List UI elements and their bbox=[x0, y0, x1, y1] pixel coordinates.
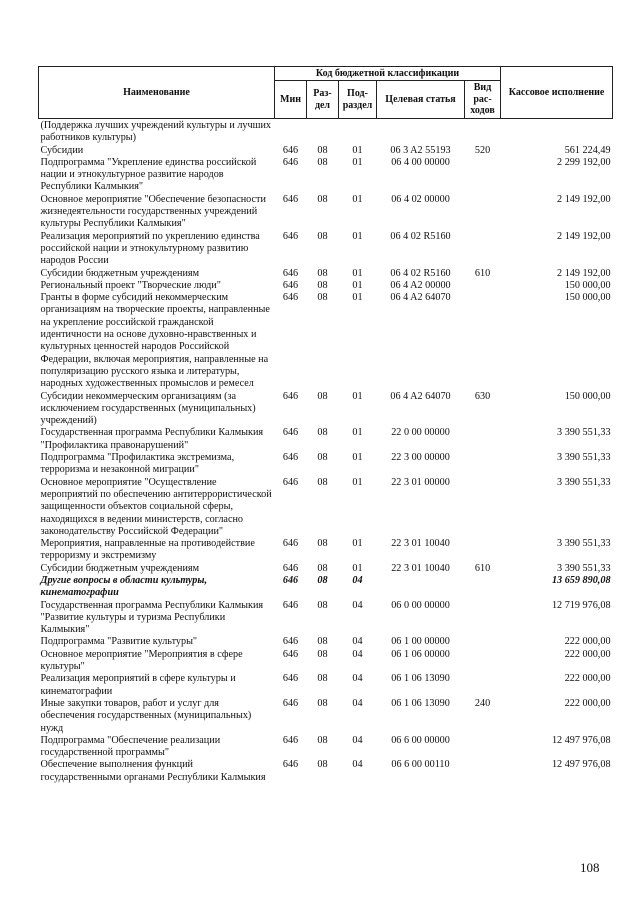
cell-podrazdel: 01 bbox=[352, 538, 363, 550]
cell-name: Обеспечение выполнения функций государственными органами Республики Калмыкия bbox=[40, 759, 266, 783]
cell-kassa: 2 149 192,00 bbox=[557, 193, 611, 205]
cell-min: 646 bbox=[282, 673, 299, 685]
cell-min: 646 bbox=[282, 390, 299, 402]
header-name: Наименование bbox=[39, 67, 275, 119]
cell-vid bbox=[465, 452, 501, 477]
cell-celevaya: 22 3 01 10040 bbox=[391, 538, 450, 550]
cell-celevaya bbox=[377, 575, 465, 600]
cell-podrazdel: 01 bbox=[352, 279, 363, 291]
cell-celevaya: 06 6 00 00110 bbox=[391, 759, 450, 771]
cell-podrazdel bbox=[339, 119, 377, 145]
cell-kassa: 222 000,00 bbox=[564, 697, 611, 709]
cell-min: 646 bbox=[282, 599, 299, 611]
cell-name: Реализация мероприятий в сфере культуры и кинематографии bbox=[40, 673, 236, 697]
cell-razdel: 08 bbox=[317, 759, 328, 771]
cell-vid: 630 bbox=[474, 390, 491, 402]
cell-min: 646 bbox=[282, 562, 299, 574]
cell-celevaya: 06 4 02 R5160 bbox=[390, 230, 451, 242]
cell-name: Основное мероприятие "Мероприятия в сфере культуры" bbox=[40, 648, 243, 673]
cell-vid bbox=[465, 649, 501, 674]
cell-razdel: 08 bbox=[317, 156, 328, 168]
cell-celevaya bbox=[377, 119, 465, 145]
cell-podrazdel: 01 bbox=[352, 427, 363, 439]
cell-vid bbox=[465, 600, 501, 637]
table-row bbox=[39, 636, 613, 648]
table-row bbox=[39, 292, 613, 390]
cell-min: 646 bbox=[282, 230, 299, 242]
cell-vid bbox=[465, 735, 501, 760]
cell-name: Основное мероприятие "Осуществление мероприятий по обеспечению антитеррористической защищенности объектов социальной сферы, находящихся в ведении министерств, согласно законодательству Российской Федерации" bbox=[40, 476, 272, 537]
cell-podrazdel: 04 bbox=[352, 759, 363, 771]
header-vid: Вид рас-ходов bbox=[465, 81, 501, 119]
table-row bbox=[39, 600, 613, 637]
cell-min: 646 bbox=[282, 427, 299, 439]
cell-razdel: 08 bbox=[317, 697, 328, 709]
cell-razdel: 08 bbox=[317, 673, 328, 685]
cell-razdel: 08 bbox=[317, 476, 328, 488]
cell-razdel: 08 bbox=[317, 230, 328, 242]
cell-razdel: 08 bbox=[317, 636, 328, 648]
cell-celevaya: 06 6 00 00000 bbox=[391, 734, 450, 746]
cell-podrazdel: 01 bbox=[352, 230, 363, 242]
cell-min: 646 bbox=[282, 452, 299, 464]
cell-min: 646 bbox=[282, 267, 299, 279]
cell-vid: 240 bbox=[474, 697, 491, 709]
cell-name: Государственная программа Республики Калмыкия "Профилактика правонарушений" bbox=[40, 427, 264, 451]
cell-name: Субсидии некоммерческим организациям (за исключением государственных (муниципальных) учреждений) bbox=[40, 390, 256, 427]
cell-kassa: 2 149 192,00 bbox=[557, 267, 611, 279]
table-row bbox=[39, 759, 613, 784]
table-row bbox=[39, 575, 613, 600]
table-row bbox=[39, 649, 613, 674]
cell-min: 646 bbox=[282, 144, 299, 156]
cell-razdel: 08 bbox=[317, 648, 328, 660]
table-row bbox=[39, 145, 613, 157]
cell-min: 646 bbox=[282, 156, 299, 168]
cell-kassa: 3 390 551,33 bbox=[557, 538, 611, 550]
cell-name: Основное мероприятие "Обеспечение безопасности жизнедеятельности государственных учреждений культуры Республики Калмыкия" bbox=[40, 193, 266, 230]
cell-name: Субсидии bbox=[40, 144, 84, 156]
cell-celevaya: 06 1 06 00000 bbox=[391, 648, 450, 660]
table-row bbox=[39, 427, 613, 452]
cell-celevaya: 06 4 02 00000 bbox=[391, 193, 450, 205]
cell-celevaya: 06 4 A2 64070 bbox=[390, 390, 451, 402]
page-number: 108 bbox=[580, 860, 600, 875]
cell-kassa: 3 390 551,33 bbox=[557, 452, 611, 464]
table-row bbox=[39, 673, 613, 698]
cell-name: Субсидии бюджетным учреждениям bbox=[40, 562, 200, 574]
cell-vid bbox=[465, 636, 501, 648]
cell-min bbox=[275, 119, 307, 145]
table-body bbox=[39, 119, 613, 785]
cell-vid: 610 bbox=[474, 562, 491, 574]
cell-min: 646 bbox=[282, 574, 299, 586]
table-row bbox=[39, 157, 613, 194]
cell-kassa: 13 659 890,08 bbox=[551, 574, 611, 586]
cell-vid bbox=[465, 280, 501, 292]
cell-podrazdel: 01 bbox=[352, 267, 363, 279]
cell-razdel: 08 bbox=[317, 144, 328, 156]
cell-podrazdel: 04 bbox=[352, 599, 363, 611]
cell-celevaya: 22 3 00 00000 bbox=[391, 452, 450, 464]
cell-vid bbox=[465, 119, 501, 145]
table-row bbox=[39, 477, 613, 538]
header-razdel: Раз-дел bbox=[307, 81, 339, 119]
cell-kassa: 3 390 551,33 bbox=[557, 562, 611, 574]
cell-podrazdel: 01 bbox=[352, 144, 363, 156]
cell-min: 646 bbox=[282, 538, 299, 550]
cell-kassa bbox=[501, 119, 613, 145]
cell-min: 646 bbox=[282, 734, 299, 746]
cell-podrazdel: 04 bbox=[352, 734, 363, 746]
cell-name: Региональный проект "Творческие люди" bbox=[40, 279, 221, 291]
cell-razdel: 08 bbox=[317, 562, 328, 574]
cell-celevaya: 06 3 A2 55193 bbox=[390, 144, 451, 156]
cell-kassa: 3 390 551,33 bbox=[557, 476, 611, 488]
table-header bbox=[39, 67, 613, 119]
cell-podrazdel: 04 bbox=[352, 697, 363, 709]
table-row bbox=[39, 698, 613, 735]
cell-min: 646 bbox=[282, 636, 299, 648]
cell-razdel: 08 bbox=[317, 538, 328, 550]
cell-vid bbox=[465, 759, 501, 784]
table-row bbox=[39, 268, 613, 280]
table-row bbox=[39, 231, 613, 268]
header-min: Мин bbox=[275, 81, 307, 119]
cell-razdel: 08 bbox=[317, 452, 328, 464]
cell-kassa: 12 497 976,08 bbox=[551, 759, 611, 771]
cell-min: 646 bbox=[282, 279, 299, 291]
cell-name: Иные закупки товаров, работ и услуг для обеспечения государственных (муниципальных) нужд bbox=[40, 697, 252, 734]
cell-name: Мероприятия, направленные на противодействие терроризму и экстремизму bbox=[40, 538, 255, 562]
cell-kassa: 222 000,00 bbox=[564, 648, 611, 660]
cell-podrazdel: 01 bbox=[352, 562, 363, 574]
cell-min: 646 bbox=[282, 292, 299, 304]
budget-table bbox=[38, 66, 613, 784]
cell-podrazdel: 04 bbox=[352, 648, 363, 660]
header-kassa: Кассовое исполнение bbox=[501, 67, 613, 119]
cell-vid bbox=[465, 575, 501, 600]
cell-name: Подпрограмма "Развитие культуры" bbox=[40, 636, 198, 648]
cell-podrazdel: 01 bbox=[352, 452, 363, 464]
cell-celevaya: 06 4 A2 00000 bbox=[390, 279, 451, 291]
cell-min: 646 bbox=[282, 476, 299, 488]
cell-podrazdel: 01 bbox=[352, 390, 363, 402]
cell-celevaya: 06 4 00 00000 bbox=[391, 156, 450, 168]
cell-min: 646 bbox=[282, 697, 299, 709]
cell-kassa: 3 390 551,33 bbox=[557, 427, 611, 439]
cell-vid bbox=[465, 157, 501, 194]
cell-kassa: 222 000,00 bbox=[564, 636, 611, 648]
cell-vid bbox=[465, 538, 501, 563]
cell-kassa: 2 299 192,00 bbox=[557, 156, 611, 168]
cell-name: Гранты в форме субсидий некоммерческим организациям на творческие проекты, направленные на укрепление российской гражданской идентичности на основе духовно-нравственных и культурных ценностей народов Российской Федерации, включая мероприятия, направленные на популяризацию русского языка и литературы, народных художественных промыслов и ремесел bbox=[40, 292, 270, 390]
header-podrazdel: Под-раздел bbox=[339, 81, 377, 119]
cell-min: 646 bbox=[282, 648, 299, 660]
cell-name: (Поддержка лучших учреждений культуры и лучших работников культуры) bbox=[40, 120, 272, 144]
cell-celevaya: 06 0 00 00000 bbox=[391, 599, 450, 611]
cell-name: Подпрограмма "Обеспечение реализации государственной программы" bbox=[40, 734, 221, 759]
table-row bbox=[39, 735, 613, 760]
cell-vid bbox=[465, 477, 501, 538]
table-row bbox=[39, 280, 613, 292]
cell-razdel: 08 bbox=[317, 390, 328, 402]
table-row bbox=[39, 194, 613, 231]
cell-razdel: 08 bbox=[317, 427, 328, 439]
cell-name: Субсидии бюджетным учреждениям bbox=[40, 267, 200, 279]
cell-name: Реализация мероприятий по укреплению единства российской нации и этнокультурному развитию народов России bbox=[40, 230, 260, 267]
cell-celevaya: 22 3 01 00000 bbox=[391, 476, 450, 488]
cell-vid bbox=[465, 427, 501, 452]
cell-razdel: 08 bbox=[317, 292, 328, 304]
cell-kassa: 150 000,00 bbox=[564, 390, 611, 402]
cell-celevaya: 22 3 01 10040 bbox=[391, 562, 450, 574]
cell-vid bbox=[465, 194, 501, 231]
cell-podrazdel: 01 bbox=[352, 193, 363, 205]
cell-vid: 610 bbox=[474, 267, 491, 279]
cell-vid bbox=[465, 231, 501, 268]
table-row bbox=[39, 452, 613, 477]
cell-razdel: 08 bbox=[317, 599, 328, 611]
table-row bbox=[39, 538, 613, 563]
table-row bbox=[39, 563, 613, 575]
cell-celevaya: 06 4 A2 64070 bbox=[390, 292, 451, 304]
cell-podrazdel: 01 bbox=[352, 476, 363, 488]
cell-celevaya: 06 4 02 R5160 bbox=[390, 267, 451, 279]
table-row bbox=[39, 391, 613, 428]
cell-celevaya: 06 1 06 13090 bbox=[391, 673, 450, 685]
cell-kassa: 150 000,00 bbox=[564, 292, 611, 304]
cell-vid bbox=[465, 292, 501, 390]
cell-kassa: 12 497 976,08 bbox=[551, 734, 611, 746]
cell-name: Подпрограмма "Профилактика экстремизма, терроризма и незаконной миграции" bbox=[40, 452, 235, 476]
cell-celevaya: 06 1 00 00000 bbox=[391, 636, 450, 648]
cell-kassa: 2 149 192,00 bbox=[557, 230, 611, 242]
cell-razdel: 08 bbox=[317, 193, 328, 205]
cell-razdel: 08 bbox=[317, 734, 328, 746]
cell-podrazdel: 01 bbox=[352, 156, 363, 168]
cell-name: Подпрограмма "Укрепление единства российской нации и этнокультурное развитие народов Республики Калмыкия" bbox=[40, 156, 257, 193]
header-celevaya: Целевая статья bbox=[377, 81, 465, 119]
cell-celevaya: 22 0 00 00000 bbox=[391, 427, 450, 439]
cell-vid: 520 bbox=[474, 144, 491, 156]
cell-kassa: 150 000,00 bbox=[564, 279, 611, 291]
cell-kassa: 222 000,00 bbox=[564, 673, 611, 685]
header-code-group: Код бюджетной классификации bbox=[275, 67, 501, 81]
cell-min: 646 bbox=[282, 759, 299, 771]
table-row bbox=[39, 119, 613, 145]
cell-podrazdel: 04 bbox=[352, 574, 363, 586]
cell-celevaya: 06 1 06 13090 bbox=[391, 697, 450, 709]
cell-podrazdel: 01 bbox=[352, 292, 363, 304]
cell-kassa: 561 224,49 bbox=[564, 144, 611, 156]
cell-razdel: 08 bbox=[317, 267, 328, 279]
cell-razdel: 08 bbox=[317, 574, 328, 586]
cell-name: Другие вопросы в области культуры, кинематографии bbox=[40, 574, 208, 599]
cell-vid bbox=[465, 673, 501, 698]
cell-min: 646 bbox=[282, 193, 299, 205]
cell-kassa: 12 719 976,08 bbox=[551, 599, 611, 611]
cell-podrazdel: 04 bbox=[352, 636, 363, 648]
cell-name: Государственная программа Республики Калмыкия "Развитие культуры и туризма Республики Калмыкия" bbox=[40, 599, 264, 636]
cell-razdel: 08 bbox=[317, 279, 328, 291]
cell-podrazdel: 04 bbox=[352, 673, 363, 685]
cell-razdel bbox=[307, 119, 339, 145]
